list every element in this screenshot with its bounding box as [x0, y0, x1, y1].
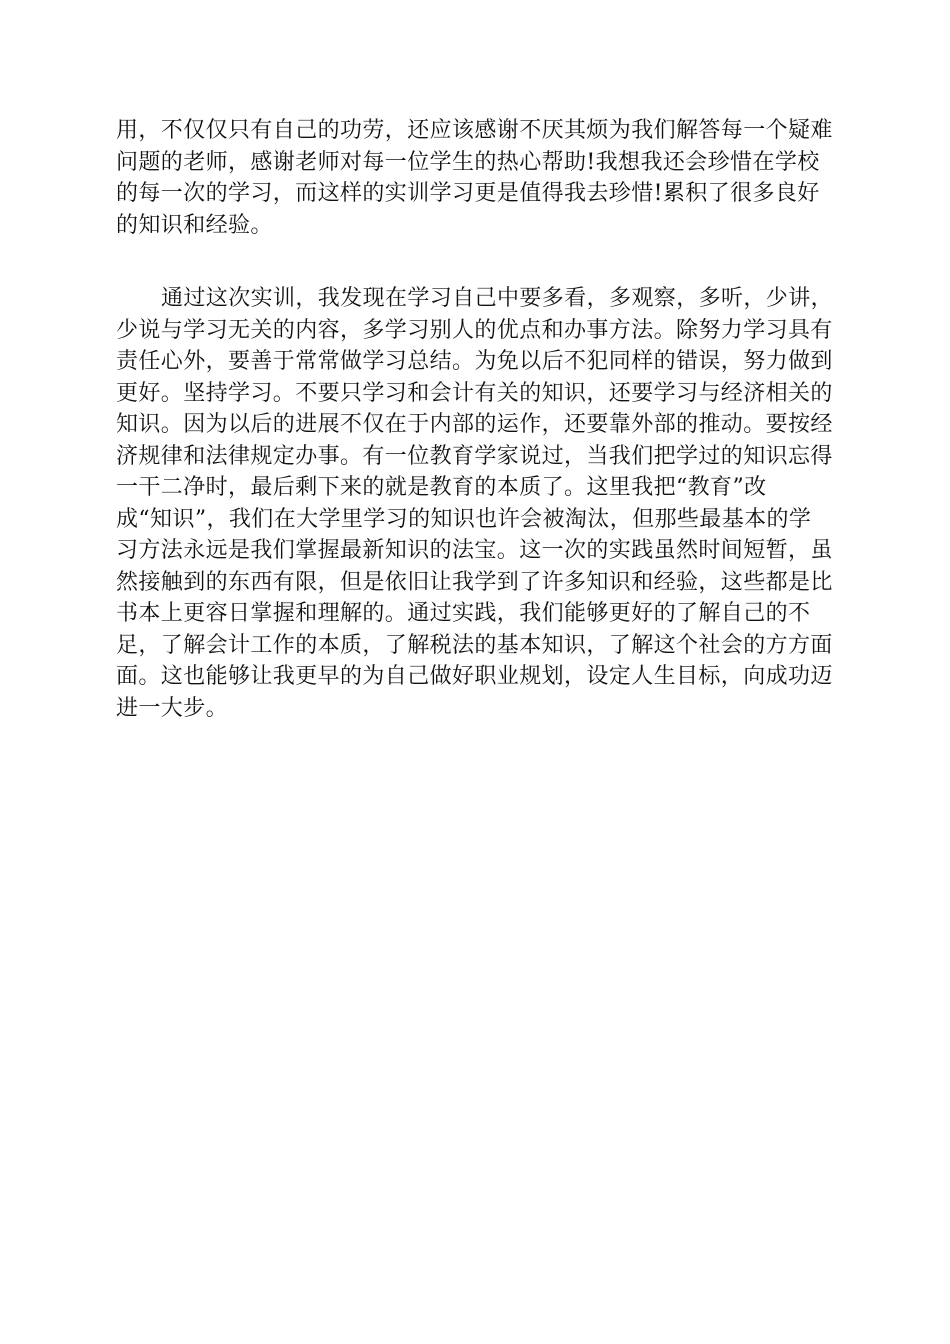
paragraph-line: 进一大步。 [116, 695, 229, 721]
paragraph-1 [116, 115, 832, 241]
paragraph-line: 的知识和经验。 [116, 212, 273, 238]
paragraph-line: 一干二净时，最后剩下来的就是教育的本质了。这里我把“教育”改 [116, 475, 767, 500]
paragraph-line: 更好。坚持学习。不要只学习和会计有关的知识，还要学习与经济相关的 [116, 380, 833, 406]
paragraph-line: 通过这次实训，我发现在学习自己中要多看，多观察，多听，少讲， [161, 286, 834, 311]
paragraph-line: 知识。因为以后的进展不仅在于内部的运作，还要靠外部的推动。要按经 [116, 412, 833, 437]
paragraph-line: 少说与学习无关的内容，多学习别人的优点和办事方法。除努力学习具有 [116, 317, 833, 343]
paragraph-line: 习方法永远是我们掌握最新知识的法宝。这一次的实践虽然时间短暂，虽 [116, 538, 833, 563]
paragraph-2 [116, 283, 832, 724]
paragraph-line: 责任心外，要善于常常做学习总结。为免以后不犯同样的错误，努力做到 [116, 349, 833, 374]
paragraph-line: 然接触到的东西有限，但是依旧让我学到了许多知识和经验，这些都是比 [116, 569, 833, 595]
paragraph-line: 面。这也能够让我更早的为自己做好职业规划，设定人生目标，向成功迈 [116, 664, 833, 689]
paragraph-line: 的每一次的学习，而这样的实训学习更是值得我去珍惜!累积了很多良好 [116, 181, 820, 206]
paragraph-line: 成“知识”，我们在大学里学习的知识也许会被淘汰，但那些最基本的学 [116, 506, 812, 532]
paragraph-line: 书本上更容日掌握和理解的。通过实践，我们能够更好的了解自己的不 [116, 601, 811, 626]
paragraph-line: 用，不仅仅只有自己的功劳，还应该感谢不厌其烦为我们解答每一个疑难 [116, 118, 833, 143]
paragraph-line: 济规律和法律规定办事。有一位教育学家说过，当我们把学过的知识忘得 [116, 443, 833, 469]
paragraph-line: 问题的老师，感谢老师对每一位学生的热心帮助!我想我还会珍惜在学校 [116, 149, 820, 175]
paragraph-line: 足，了解会计工作的本质，了解税法的基本知识，了解这个社会的方方面 [116, 632, 833, 658]
